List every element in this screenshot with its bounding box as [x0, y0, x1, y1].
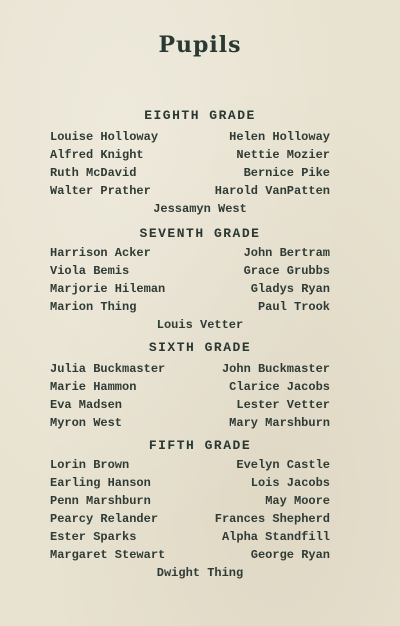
pupil-name: Evelyn Castle	[236, 458, 330, 472]
pupil-name: Clarice Jacobs	[229, 380, 330, 394]
list-item	[0, 148, 400, 166]
list-item	[0, 512, 400, 530]
list-item	[0, 202, 400, 220]
pupil-name: Alpha Standfill	[221, 530, 330, 544]
pupil-name: Harold VanPatten	[214, 184, 330, 198]
list-item	[0, 130, 400, 148]
grade-heading: SEVENTH GRADE	[139, 226, 261, 241]
list-item	[0, 476, 400, 494]
grade-heading: SIXTH GRADE	[148, 340, 252, 355]
pupil-name: Harrison Acker	[50, 246, 151, 260]
grade-heading: EIGHTH GRADE	[144, 108, 256, 123]
pupil-name: Frances Shepherd	[214, 512, 330, 526]
pupil-name: Myron West	[50, 416, 123, 430]
section-seventh-grade	[0, 226, 400, 336]
pupil-name: Bernice Pike	[243, 166, 330, 180]
pupil-name: Mary Marshburn	[229, 416, 330, 430]
pupil-name: Marjorie Hileman	[50, 282, 166, 296]
pupil-name: Louis Vetter	[156, 318, 244, 332]
pupil-name: Earling Hanson	[50, 476, 151, 490]
list-item	[0, 380, 400, 398]
section-eighth-grade	[0, 108, 400, 220]
section-fifth-grade	[0, 438, 400, 584]
pupil-name: Helen Holloway	[229, 130, 330, 144]
list-item	[0, 246, 400, 264]
pupil-name: Ester Sparks	[50, 530, 137, 544]
pupil-name: Ruth McDavid	[50, 166, 137, 180]
list-item	[0, 458, 400, 476]
list-item	[0, 166, 400, 184]
pupil-name: Nettie Mozier	[236, 148, 330, 162]
pupil-name: May Moore	[265, 494, 330, 508]
list-item	[0, 548, 400, 566]
section-sixth-grade	[0, 340, 400, 434]
pupil-name: Penn Marshburn	[50, 494, 151, 508]
list-item	[0, 530, 400, 548]
pupil-name: George Ryan	[250, 548, 330, 562]
pupil-name: Marion Thing	[50, 300, 137, 314]
pupil-name: Lois Jacobs	[250, 476, 330, 490]
pupil-name: Lorin Brown	[50, 458, 130, 472]
pupil-name: Eva Madsen	[50, 398, 123, 412]
pupil-name: Gladys Ryan	[250, 282, 330, 296]
list-item	[0, 282, 400, 300]
pupil-name: Alfred Knight	[50, 148, 144, 162]
list-item	[0, 416, 400, 434]
grade-heading: FIFTH GRADE	[148, 438, 252, 453]
pupil-name: John Bertram	[243, 246, 330, 260]
pupil-name: John Buckmaster	[221, 362, 330, 376]
list-item	[0, 264, 400, 282]
pupil-name: Pearcy Relander	[50, 512, 159, 526]
pupil-name: Walter Prather	[50, 184, 151, 198]
list-item	[0, 362, 400, 380]
pupil-name: Dwight Thing	[156, 566, 244, 580]
pupil-name: Marie Hammon	[50, 380, 137, 394]
pupil-name: Paul Trook	[257, 300, 330, 314]
pupil-name: Grace Grubbs	[243, 264, 330, 278]
page-title: Pupils	[158, 32, 242, 58]
pupil-name: Louise Holloway	[50, 130, 159, 144]
list-item	[0, 318, 400, 336]
pupil-name: Julia Buckmaster	[50, 362, 166, 376]
pupil-name: Viola Bemis	[50, 264, 130, 278]
list-item	[0, 494, 400, 512]
list-item	[0, 184, 400, 202]
pupil-name: Lester Vetter	[236, 398, 330, 412]
list-item	[0, 566, 400, 584]
pupil-name: Margaret Stewart	[50, 548, 166, 562]
list-item	[0, 300, 400, 318]
pupil-name: Jessamyn West	[153, 202, 247, 216]
list-item	[0, 398, 400, 416]
